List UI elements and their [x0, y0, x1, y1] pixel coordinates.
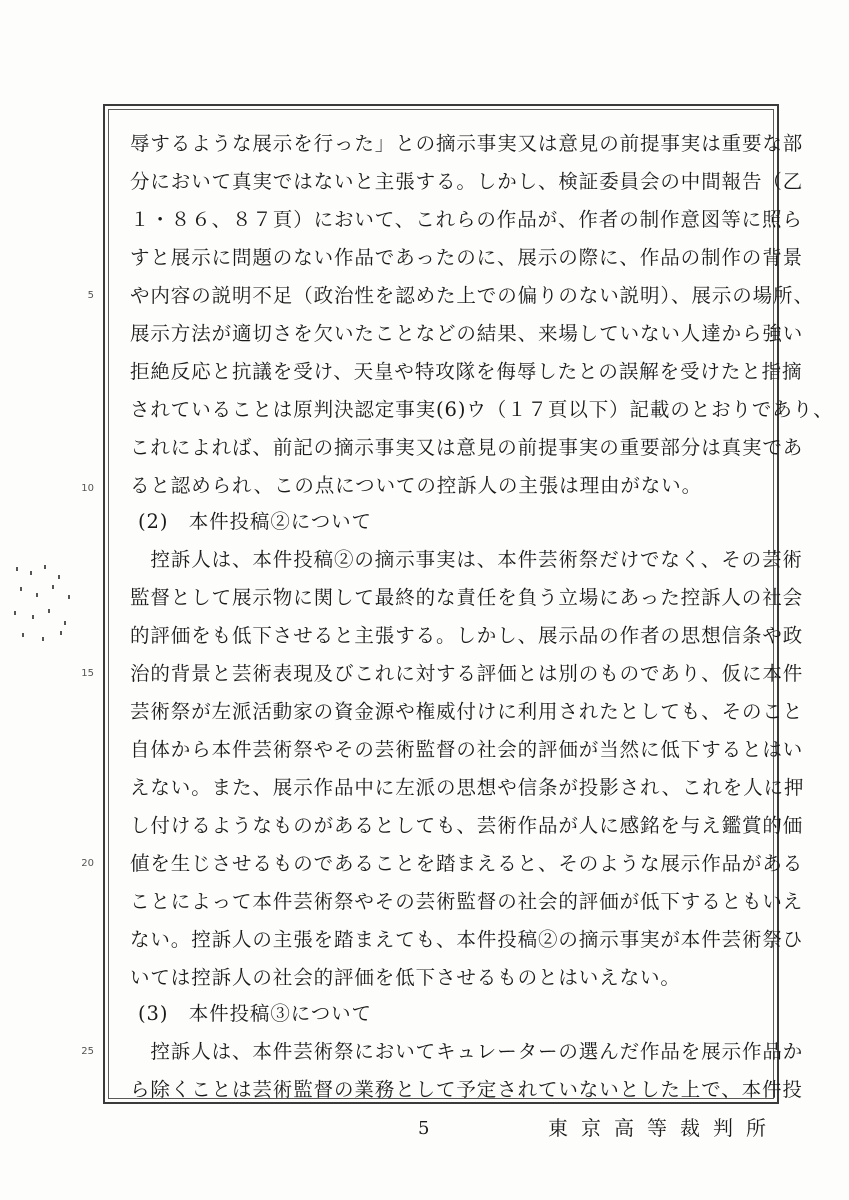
text-line: ると認められ、この点についての控訴人の主張は理由がない。 [130, 474, 702, 497]
line-number: 15 [81, 668, 94, 679]
text-line: 辱するような展示を行った」との摘示事実又は意見の前提事実は重要な部 [130, 132, 804, 155]
text-line: 控訴人は、本件投稿②の摘示事実は、本件芸術祭だけでなく、その芸術 [130, 548, 803, 571]
text-line: すと展示に問題のない作品であったのに、展示の際に、作品の制作の背景 [130, 246, 804, 269]
text-line: 監督として展示物に関して最終的な責任を負う立場にあった控訴人の社会 [130, 586, 804, 609]
text-line: えない。また、展示作品中に左派の思想や信条が投影され、これを人に押 [130, 776, 805, 799]
text-line: されていることは原判決認定事実(6)ウ（１７頁以下）記載のとおりであり、 [130, 398, 834, 421]
text-line: や内容の説明不足（政治性を認めた上での偏りのない説明）、展示の場所、 [130, 284, 814, 307]
line-number: 20 [81, 858, 94, 869]
page-number: 5 [418, 1118, 430, 1139]
line-number: 5 [87, 290, 94, 301]
text-line: 治的背景と芸術表現及びこれに対する評価とは別のものであり、仮に本件 [130, 662, 804, 685]
text-line: これによれば、前記の摘示事実又は意見の前提事実の重要部分は真実であ [130, 436, 804, 459]
text-line: ない。控訴人の主張を踏まえても、本件投稿②の摘示事実が本件芸術祭ひ [130, 928, 804, 951]
line-number: 10 [81, 483, 94, 494]
text-line: 控訴人は、本件芸術祭においてキュレーターの選んだ作品を展示作品か [130, 1040, 804, 1063]
line-number: 25 [81, 1046, 94, 1057]
text-line: 拒絶反応と抗議を受け、天皇や特攻隊を侮辱したとの誤解を受けたと指摘 [130, 360, 803, 383]
text-line: ら除くことは芸術監督の業務として予定されていないとした上で、本件投 [130, 1078, 803, 1101]
text-line: 値を生じさせるものであることを踏まえると、そのような展示作品がある [130, 852, 804, 875]
text-line: 芸術祭が左派活動家の資金源や権威付けに利用されたとしても、そのこと [130, 700, 804, 723]
section-heading: (3) 本件投稿③について [138, 1002, 372, 1025]
text-line: １・８６、８７頁）において、これらの作品が、作者の制作意図等に照ら [130, 208, 803, 231]
text-line: ことによって本件芸術祭やその芸術監督の社会的評価が低下するともいえ [130, 890, 804, 913]
section-heading: (2) 本件投稿②について [138, 510, 372, 533]
text-line: いては控訴人の社会的評価を低下させるものとはいえない。 [130, 966, 681, 989]
text-line: し付けるようなものがあるとしても、芸術作品が人に感銘を与え鑑賞的価 [130, 814, 804, 837]
court-name: 東京高等裁判所 [548, 1116, 779, 1140]
binding-holes [12, 565, 82, 645]
text-line: 展示方法が適切さを欠いたことなどの結果、来場していない人達から強い [130, 322, 804, 345]
text-line: 自体から本件芸術祭やその芸術監督の社会的評価が当然に低下するとはい [130, 738, 804, 761]
text-line: 分において真実ではないと主張する。しかし、検証委員会の中間報告（乙 [130, 170, 804, 193]
text-line: 的評価をも低下させると主張する。しかし、展示品の作者の思想信条や政 [130, 624, 804, 647]
